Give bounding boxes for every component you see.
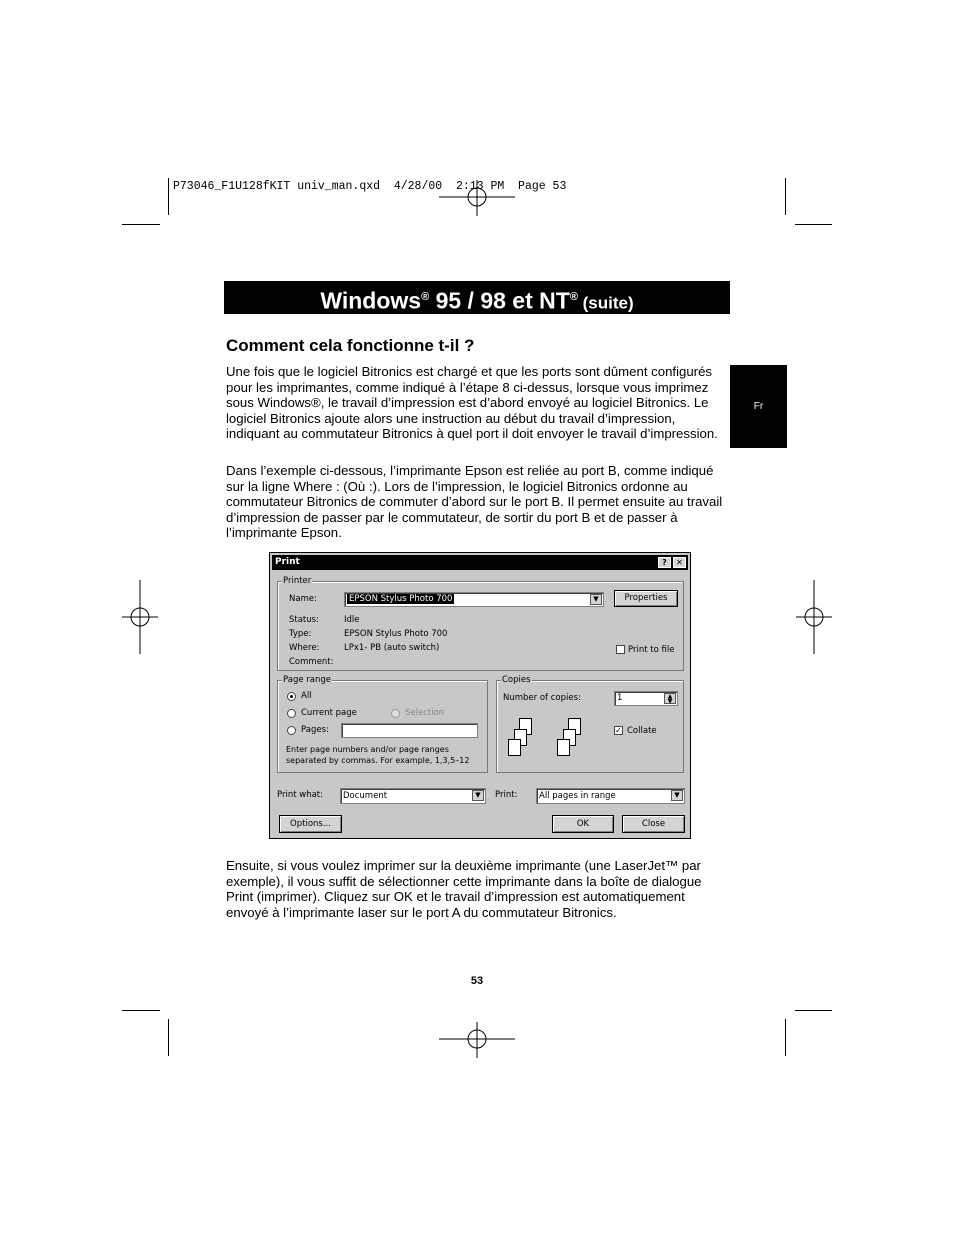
crop-mark <box>795 1010 832 1011</box>
banner-reg2: ® <box>569 291 578 303</box>
pages-label: Pages: <box>301 725 329 735</box>
comment-label: Comment: <box>289 657 334 667</box>
hint-line-1: Enter page numbers and/or page ranges <box>286 745 449 754</box>
banner-part1: Windows <box>320 287 422 314</box>
options-button[interactable]: Options... <box>279 815 342 833</box>
pages-input[interactable] <box>341 723 478 738</box>
crop-mark <box>785 178 786 215</box>
printer-group <box>277 576 684 671</box>
status-value: Idle <box>344 615 360 625</box>
section-heading: Comment cela fonctionne t-il ? <box>226 336 475 355</box>
print-what-select[interactable] <box>340 788 486 804</box>
ok-button[interactable]: OK <box>552 815 614 833</box>
all-label: All <box>301 691 312 701</box>
copies-value: 1 <box>617 693 623 703</box>
collate-label: Collate <box>627 726 657 736</box>
current-page-label: Current page <box>301 708 357 718</box>
print-to-file-checkbox[interactable] <box>616 645 625 654</box>
chevron-down-icon[interactable]: ▼ <box>590 594 602 605</box>
name-label: Name: <box>289 594 317 604</box>
collate-checkbox[interactable]: ✓ <box>615 726 622 735</box>
paragraph-2: Dans l’exemple ci-dessous, l’imprimante Epson est reliée au port B, comme indiqué sur la ligne Where : (Où :). Lors de l’impression, le logiciel Bitronics ordonne au commutateur Bitronics de commuter d’abord sur le port B. Il permet ensuite au travail d’impression de passer par le commutateur, de sortir du port B et de passer à l’imprimante Epson. <box>226 463 723 541</box>
print-value: All pages in range <box>539 791 616 801</box>
status-label: Status: <box>289 615 319 625</box>
type-value: EPSON Stylus Photo 700 <box>344 629 448 639</box>
page-number: 53 <box>470 975 484 987</box>
selection-label: Selection <box>405 708 445 718</box>
crop-mark <box>785 1019 786 1056</box>
copies-group <box>496 675 684 773</box>
printer-name-select[interactable] <box>344 592 604 607</box>
print-what-label: Print what: <box>277 790 323 800</box>
radio-all[interactable] <box>287 692 296 701</box>
paragraph-3: Ensuite, si vous voulez imprimer sur la deuxième imprimante (une LaserJet™ par exemple), il vous suffit de sélectionner cette imprimante dans la boîte de dialogue Print (imprimer). Cliquez sur OK et le travail d’impression est automatiquement envoyé à l’imprimante laser sur le port A du commutateur Bitronics. <box>226 858 702 920</box>
printer-name-value: EPSON Stylus Photo 700 <box>349 594 453 604</box>
print-what-value: Document <box>343 791 388 801</box>
close-icon[interactable]: ✕ <box>673 557 686 568</box>
radio-pages[interactable] <box>287 726 296 735</box>
where-value: LPx1- PB (auto switch) <box>344 643 440 653</box>
registration-mark-icon <box>796 580 832 654</box>
file-slug: P73046_F1U128fKIT univ_man.qxd 4/28/00 2:13 PM Page 53 <box>173 180 567 193</box>
radio-selection[interactable] <box>391 709 400 718</box>
print-dialog <box>269 552 691 839</box>
print-label: Print: <box>495 790 518 800</box>
banner-reg1: ® <box>421 291 430 303</box>
language-tab: Fr <box>730 365 787 448</box>
registration-mark-icon <box>122 580 158 654</box>
crop-mark <box>168 178 169 215</box>
dialog-titlebar <box>272 555 688 570</box>
number-of-copies-label: Number of copies: <box>503 693 581 703</box>
banner-part2: 95 / 98 et NT <box>429 287 570 314</box>
chevron-down-icon[interactable]: ▼ <box>472 790 484 801</box>
copies-label: Copies <box>502 675 531 685</box>
paragraph-1: Une fois que le logiciel Bitronics est chargé et que les ports sont dûment configurés pour les imprimantes, comme indiqué à l’étape 8 ci-dessus, lorsque vous imprimez sous Windows®, le travail d’impression est d’abord envoyé au logiciel Bitronics. Le logiciel Bitronics ajoute alors une instruction au début du travail d’impression, indiquant au commutateur Bitronics à quel port il doit envoyer le travail d’impression. <box>226 364 718 442</box>
print-select[interactable] <box>536 788 685 804</box>
where-label: Where: <box>289 643 320 653</box>
copies-input[interactable] <box>614 691 678 706</box>
section-banner <box>224 281 730 314</box>
help-button[interactable]: ? <box>658 557 671 568</box>
properties-button[interactable]: Properties <box>614 590 678 607</box>
close-button[interactable]: Close <box>622 815 685 833</box>
chevron-down-icon[interactable]: ▼ <box>671 790 683 801</box>
type-label: Type: <box>289 629 312 639</box>
crop-mark <box>122 224 160 225</box>
print-to-file-label: Print to file <box>628 645 675 655</box>
banner-suite: (suite) <box>577 293 634 313</box>
printer-group-label: Printer <box>283 576 312 586</box>
page-range-label: Page range <box>283 675 331 685</box>
crop-mark <box>795 224 832 225</box>
spinner-icon[interactable]: ▲ ▼ <box>664 693 676 704</box>
crop-mark <box>168 1019 169 1056</box>
page-range-group <box>277 675 488 773</box>
dialog-title: Print <box>275 557 300 567</box>
hint-line-2: separated by commas. For example, 1,3,5–12 <box>286 756 470 765</box>
crop-mark <box>122 1010 160 1011</box>
registration-mark-icon <box>439 1022 515 1058</box>
radio-current-page[interactable] <box>287 709 296 718</box>
